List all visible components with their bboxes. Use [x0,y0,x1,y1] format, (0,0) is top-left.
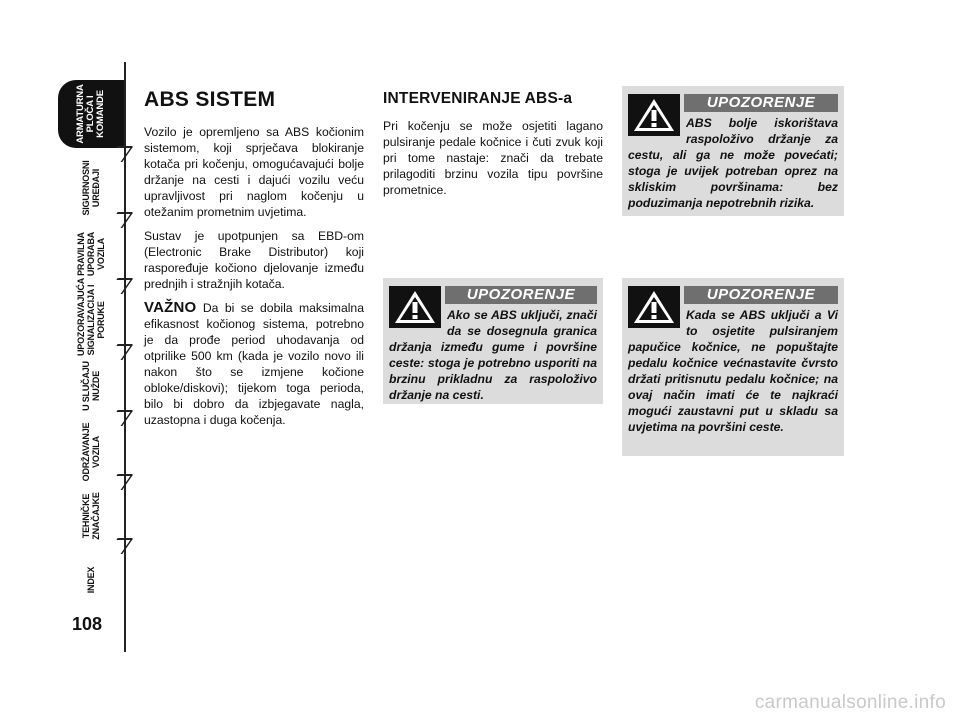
tab-sigurnosni-uredaji[interactable] [58,154,124,222]
section-abs-sistem [144,88,364,436]
tab-label: PRAVILNA UPORABA VOZILA [76,231,106,277]
tab-u-slucaju-nuzde[interactable] [58,352,124,420]
warning-box [383,278,603,404]
warning-title: UPOZORENJE [445,286,597,304]
warning-text: Kada se ABS uključi a Vi to osjetite pulsiranjem papučice kočnice, ne popuštajte pedalu kočnice većnastavite čvrsto držati pritisnutu pedalu kočnice; na ovaj način imati će te najkraći mogući zaustavni put u skladu sa uvjetima na površini ceste. [628,308,838,434]
paragraph: Pri kočenju se može osjetiti lagano pulsiranje pedale kočnice i čuti zvuk koji pri tome nastaje: znači da trebate prilagoditi brzinu vozila tipu površine prometnice. [383,119,603,197]
vazno-text: Da bi se dobila maksimalna efikasnost kočionog sistema, potrebno je da prođe period uhodavanja od otprilike 500 km (kada je vozilo novo ili nakon što se izmjene kočione obloke/diskovi); tijekom toga perioda, bilo bi dobro da izbjegavate nagla, uzastopna i duga kočenja. [144,301,364,427]
tab-label: ARMATURNA PLOČA I KOMANDE [75,84,106,144]
warning-triangle-icon [628,94,680,136]
tab-pravilna-uporaba[interactable] [58,220,124,288]
paragraph: Sustav je upotpunjen sa EBD-om (Electronic Brake Distributor) koji raspoređuje kočiono djelovanje između prednjih i stražnjih kotača. [144,229,364,291]
warning-box [622,278,844,456]
warning-triangle-icon [628,286,680,328]
tab-odrzavanje-vozila[interactable] [58,418,124,486]
tab-armaturna-ploca[interactable] [58,80,124,148]
page-number: 108 [72,614,103,634]
tab-label: INDEX [86,566,96,594]
warning-triangle-icon [389,286,441,328]
tab-label: SIGURNOSNI UREĐAJI [81,160,101,216]
watermark-text: carmanualsonline.info [754,692,946,713]
tab-label: TEHNIČKE ZNAČAJKE [81,492,101,540]
tab-index[interactable] [58,546,124,614]
warning-title: UPOZORENJE [684,94,838,112]
tab-label: UPOZORAVAJUĆA SIGNALIZACIJA I PORUKE [76,277,106,356]
chapter-tabs [0,0,130,720]
section-interveniranje-abs [383,88,603,206]
tab-tehnicke-znacajke[interactable] [58,482,124,550]
section-title: INTERVENIRANJE ABS-a [383,90,573,107]
vazno-label: VAŽNO [144,299,197,316]
warning-text: ABS bolje iskorištava raspoloživo držanje za cestu, ali ga ne može povećati; stoga je uvijek potreban oprez na skliskim površinama: bez poduzimanja nepotrebnih rizika. [628,116,838,210]
tab-label: ODRŽAVANJE VOZILA [81,422,101,482]
section-title: ABS SISTEM [144,88,276,111]
tab-upozoravajuca-signalizacija[interactable] [58,277,124,356]
paragraph: Vozilo je opremljeno sa ABS kočionim sistemom, koji sprječava blokiranje kotača pri kočenju, omogućavajući bolje držanje na cesti i dajući vozilu veću upravljivost pri naglom kočenju u otežanim prometnim uvjetima. [144,125,364,219]
warning-box [622,86,844,216]
tab-label: U SLUČAJU NUŽDE [81,361,101,411]
warning-title: UPOZORENJE [684,286,838,304]
vazno-paragraph [144,300,364,428]
warning-text: Ako se ABS uključi, znači da se dosegnula granica držanja između gume i površine ceste: stoga je potrebno usporiti na brzinu prikladnu za raspoloživo držanje na cesti. [389,308,597,402]
